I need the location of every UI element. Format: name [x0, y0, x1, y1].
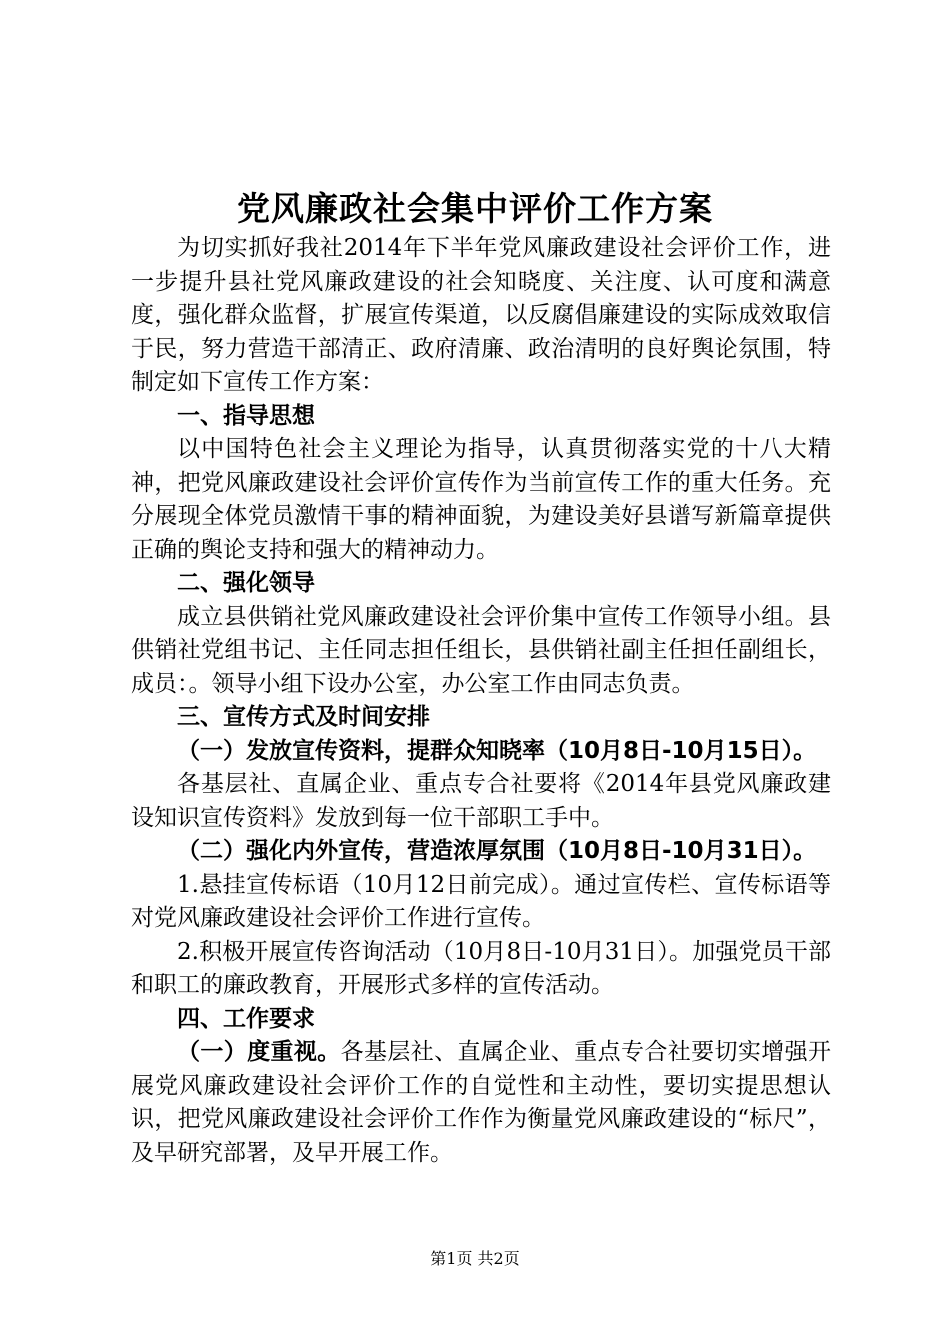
- sub1-paragraph: 各基层社、直属企业、重点专合社要将《2014年县党风廉政建设知识宣传资料》发放到每一位干部职工手中。: [131, 771, 831, 831]
- section2-paragraph: 成立县供销社党风廉政建设社会评价集中宣传工作领导小组。县供销社党组书记、主任同志担任组长，县供销社副主任担任副组长，成员：。领导小组下设办公室，办公室工作由同志负责。: [131, 603, 831, 697]
- subheading-internal-external-publicity: （二）强化内外宣传，营造浓厚氛围（10月8日-10月31日）。: [177, 838, 817, 864]
- section1-paragraph: 以中国特色社会主义理论为指导，认真贯彻落实党的十八大精神，把党风廉政建设社会评价宣传作为当前宣传工作的重大任务。充分展现全体党员激情干事的精神面貌，为建设美好县谱写新篇章提供正确的舆论支持和强大的精神动力。: [131, 436, 831, 563]
- item2-paragraph: 2.积极开展宣传咨询活动（10月8日-10月31日）。加强党员干部和职工的廉政教育，开展形式多样的宣传活动。: [131, 938, 831, 998]
- document-title: 党风廉政社会集中评价工作方案: [237, 189, 713, 228]
- page-number: 第1页 共2页: [430, 1249, 520, 1268]
- section4-paragraph: [131, 1036, 831, 1170]
- section-heading-work-requirements: 四、工作要求: [177, 1005, 315, 1032]
- section-heading-leadership: 二、强化领导: [177, 570, 315, 596]
- item1-paragraph: 1.悬挂宣传标语（10月12日前完成）。通过宣传栏、宣传标语等对党风廉政建设社会评价工作进行宣传。: [131, 871, 831, 931]
- section-heading-guiding-ideology: 一、指导思想: [177, 402, 315, 429]
- sub1-lead: （一）度重视。: [177, 1039, 341, 1065]
- intro-paragraph: 为切实抓好我社2014年下半年党风廉政建设社会评价工作，进一步提升县社党风廉政建设的社会知晓度、关注度、认可度和满意度，强化群众监督，扩展宣传渠道，以反腐倡廉建设的实际成效取信于民，努力营造干部清正、政府清廉、政治清明的良好舆论氛围，特制定如下宣传工作方案：: [131, 235, 831, 395]
- section-heading-publicity-schedule: 三、宣传方式及时间安排: [177, 704, 430, 730]
- subheading-distribute-materials: （一）发放宣传资料，提群众知晓率（10月8日-10月15日）。: [177, 737, 817, 764]
- sub1-text: 各基层社、直属企业、重点专合社要切实增强开展党风廉政建设社会评价工作的自觉性和主动性，要切实提思想认识，把党风廉政建设社会评价工作作为衡量党风廉政建设的“标尺”，及早研究部署，及早开展工作。: [131, 1039, 832, 1166]
- document-body: [131, 232, 831, 1170]
